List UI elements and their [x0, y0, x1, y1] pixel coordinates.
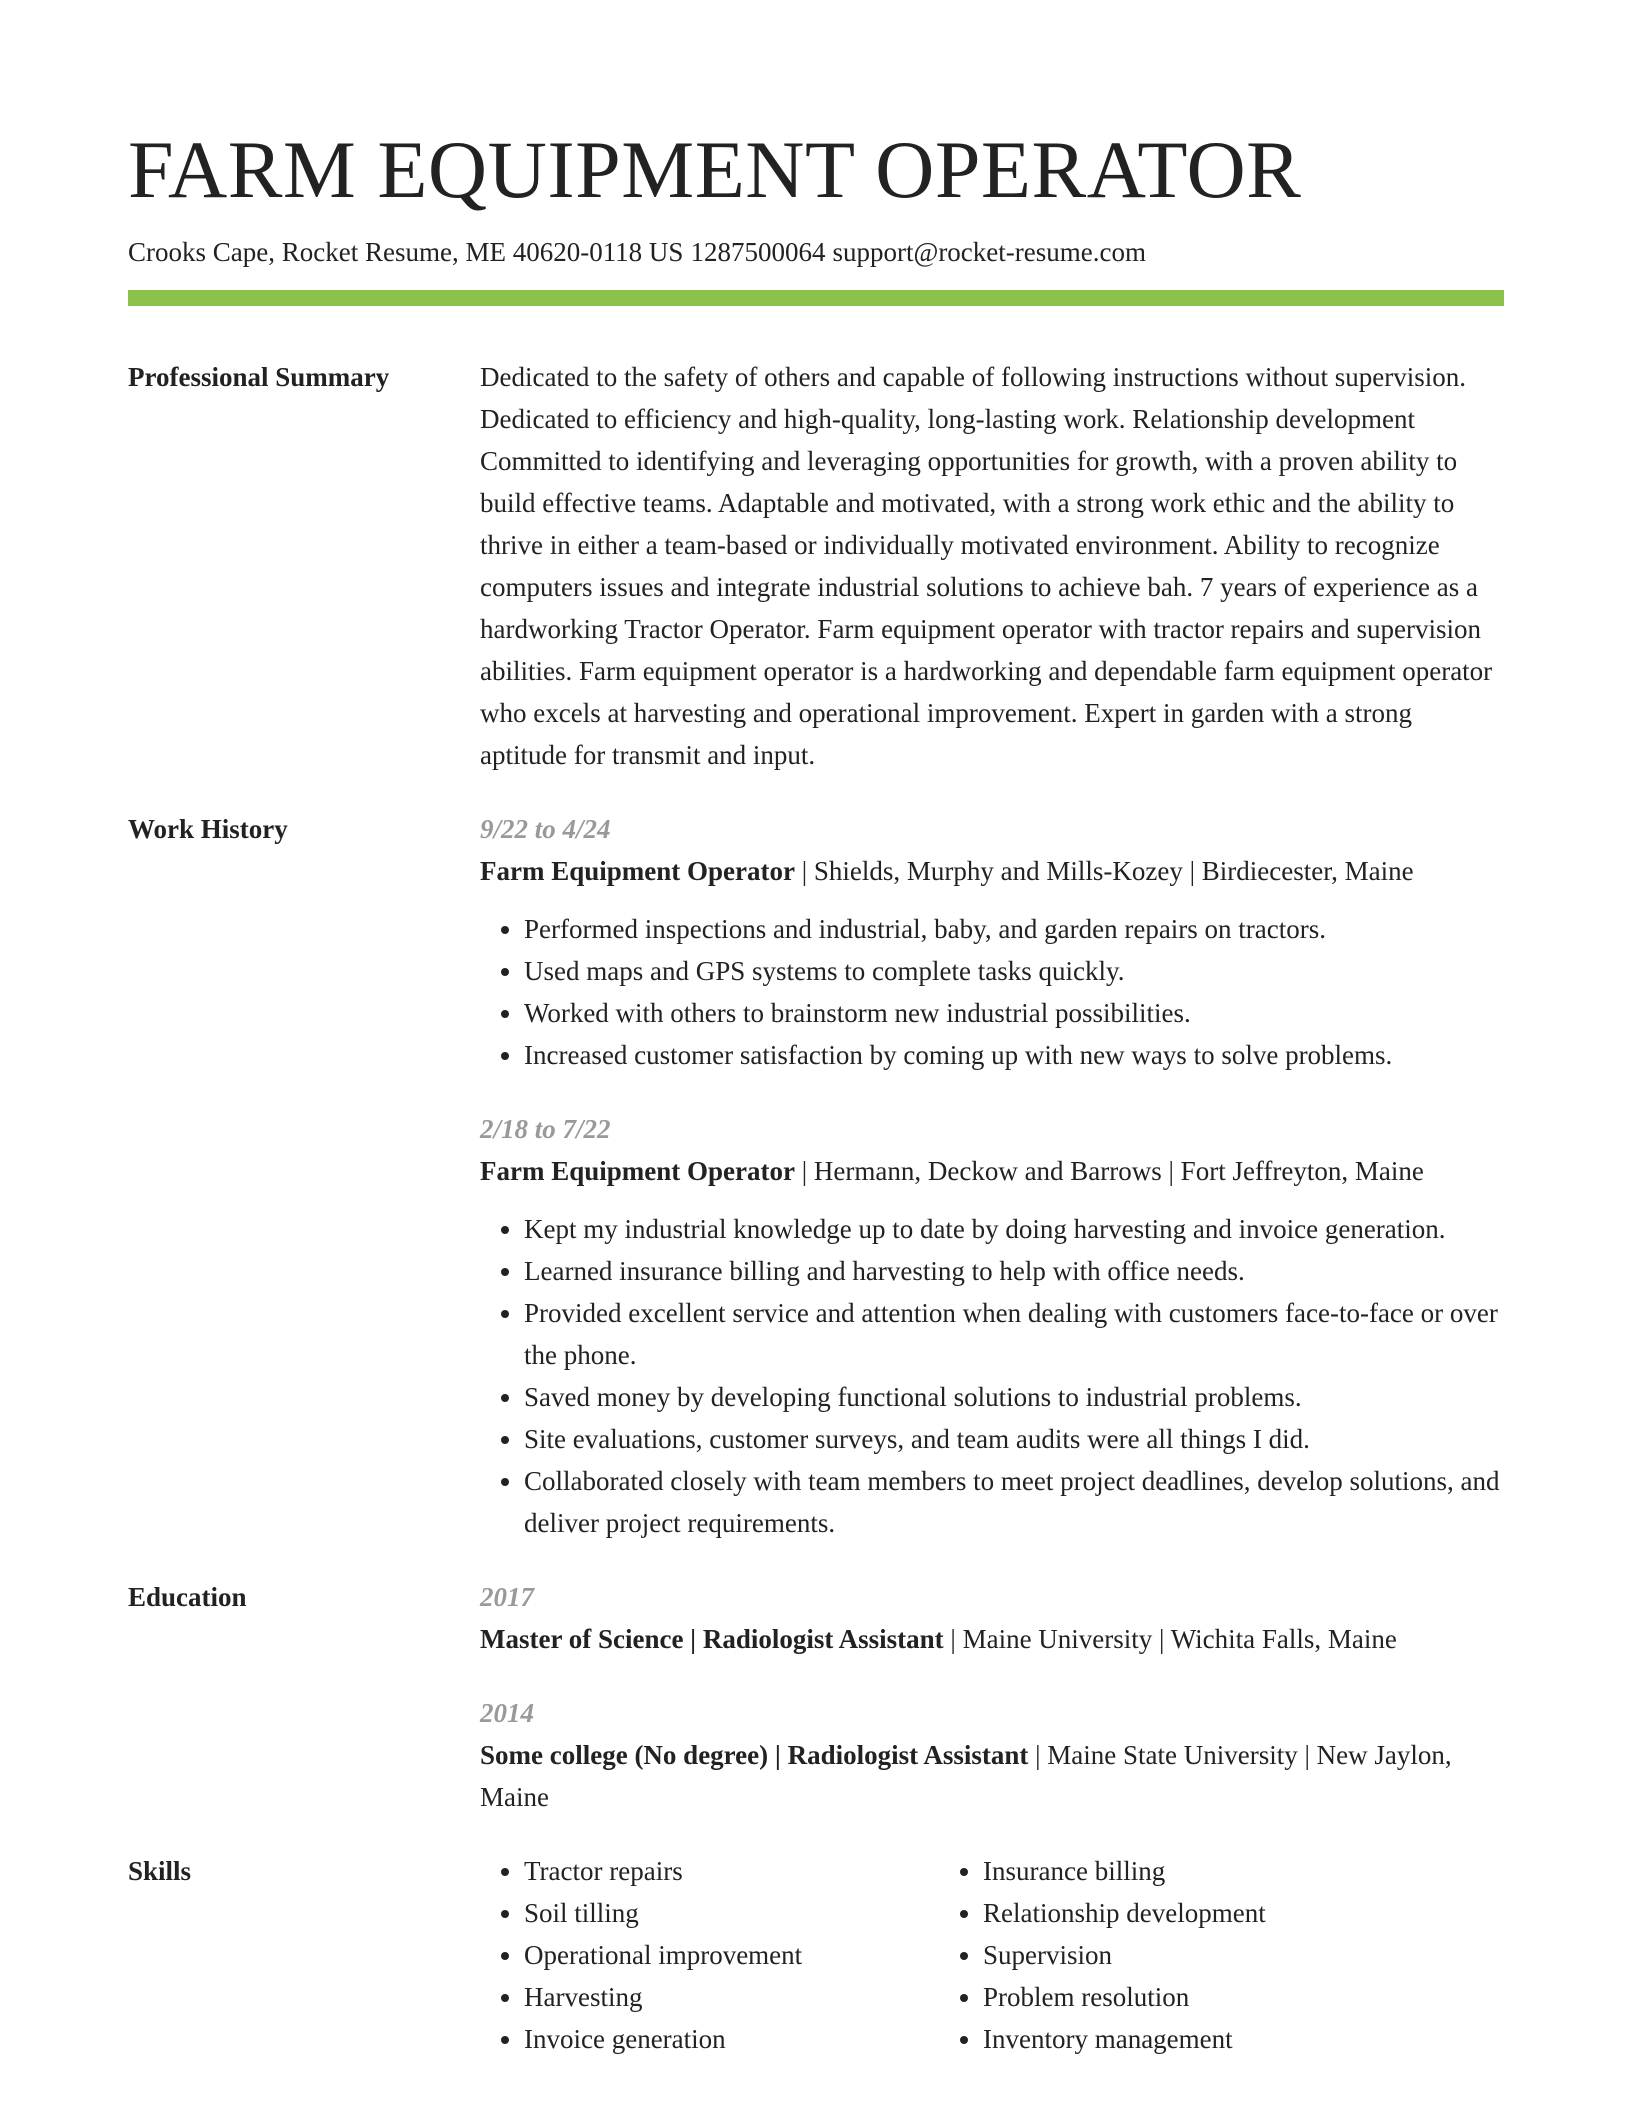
contact-address: Crooks Cape, Rocket Resume, ME 40620-0118 US	[128, 237, 684, 267]
skill-item: • Soil tilling	[524, 1892, 939, 1934]
contact-line	[128, 234, 1504, 270]
job-heading	[480, 1150, 1504, 1192]
list-item: • Learned insurance billing and harvesting to help with office needs.	[524, 1250, 1504, 1292]
resume-title: FARM EQUIPMENT OPERATOR	[128, 124, 1302, 215]
work-history-section	[128, 808, 1504, 1544]
skills-column-left	[480, 1850, 939, 2060]
job-heading	[480, 850, 1504, 892]
education-heading: Education	[128, 1582, 247, 1612]
job-entry	[480, 1108, 1504, 1544]
list-item: • Saved money by developing functional solutions to industrial problems.	[524, 1376, 1504, 1418]
education-details: | Maine University | Wichita Falls, Maine	[943, 1624, 1397, 1654]
summary-text: Dedicated to the safety of others and capable of following instructions without supervision. Dedicated to efficiency and high-quality, long-lasting work. Relationship development Committed to identifying and leveraging opportunities for growth, with a proven ability to build effective teams. Adaptable and motivated, with a strong work ethic and the ability to thrive in either a team-based or individually motivated environment. Ability to recognize computers issues and integrate industrial solutions to achieve bah. 7 years of experience as a hardworking Tractor Operator. Farm equipment operator with tractor repairs and supervision abilities. Farm equipment operator is a hardworking and dependable farm equipment operator who excels at harvesting and operational improvement. Expert in garden with a strong aptitude for transmit and input.	[480, 362, 1493, 770]
job-title: Farm Equipment Operator	[480, 856, 795, 886]
list-item: • Site evaluations, customer surveys, and team audits were all things I did.	[524, 1418, 1504, 1460]
contact-email: support@rocket-resume.com	[832, 237, 1146, 267]
skill-item: • Operational improvement	[524, 1934, 939, 1976]
skills-columns	[480, 1850, 1504, 2060]
skill-item: • Tractor repairs	[524, 1850, 939, 1892]
job-title: Farm Equipment Operator	[480, 1156, 795, 1186]
list-item: • Collaborated closely with team members to meet project deadlines, develop solutions, and deliver project requirements.	[524, 1460, 1504, 1544]
summary-section	[128, 356, 1504, 776]
skill-item: • Insurance billing	[983, 1850, 1398, 1892]
skill-item: • Inventory management	[983, 2018, 1398, 2060]
list-item: • Provided excellent service and attention when dealing with customers face-to-face or over the phone.	[524, 1292, 1504, 1376]
skills-section	[128, 1850, 1504, 2060]
job-dates: 9/22 to 4/24	[480, 814, 611, 844]
summary-heading: Professional Summary	[128, 362, 390, 392]
contact-phone: 1287500064	[690, 237, 826, 267]
job-dates: 2/18 to 7/22	[480, 1114, 611, 1144]
list-item: • Increased customer satisfaction by coming up with new ways to solve problems.	[524, 1034, 1504, 1076]
work-history-heading: Work History	[128, 814, 288, 844]
job-bullets	[480, 908, 1504, 1076]
education-year: 2014	[480, 1698, 534, 1728]
list-item: • Performed inspections and industrial, baby, and garden repairs on tractors.	[524, 908, 1504, 950]
education-degree: Some college (No degree) | Radiologist Assistant	[480, 1740, 1029, 1770]
skill-item: • Harvesting	[524, 1976, 939, 2018]
skills-column-right	[939, 1850, 1398, 2060]
job-bullets	[480, 1208, 1504, 1544]
education-heading-line	[480, 1618, 1504, 1660]
skills-heading: Skills	[128, 1856, 192, 1886]
education-details: | Maine State University | New Jaylon, Maine	[480, 1740, 1452, 1812]
education-entry	[480, 1692, 1504, 1818]
education-entry	[480, 1576, 1504, 1660]
job-details: | Hermann, Deckow and Barrows | Fort Jeffreyton, Maine	[794, 1156, 1424, 1186]
skill-item: • Problem resolution	[983, 1976, 1398, 2018]
job-details: | Shields, Murphy and Mills-Kozey | Birdiecester, Maine	[794, 856, 1414, 886]
header-divider	[128, 290, 1504, 306]
list-item: • Kept my industrial knowledge up to date by doing harvesting and invoice generation.	[524, 1208, 1504, 1250]
education-heading-line	[480, 1734, 1504, 1818]
job-entry	[480, 808, 1504, 1076]
education-section	[128, 1576, 1504, 1818]
skill-item: • Relationship development	[983, 1892, 1398, 1934]
skill-item: • Supervision	[983, 1934, 1398, 1976]
list-item: • Worked with others to brainstorm new industrial possibilities.	[524, 992, 1504, 1034]
education-year: 2017	[480, 1582, 534, 1612]
list-item: • Used maps and GPS systems to complete tasks quickly.	[524, 950, 1504, 992]
education-degree: Master of Science | Radiologist Assistant	[480, 1624, 944, 1654]
skill-item: • Invoice generation	[524, 2018, 939, 2060]
